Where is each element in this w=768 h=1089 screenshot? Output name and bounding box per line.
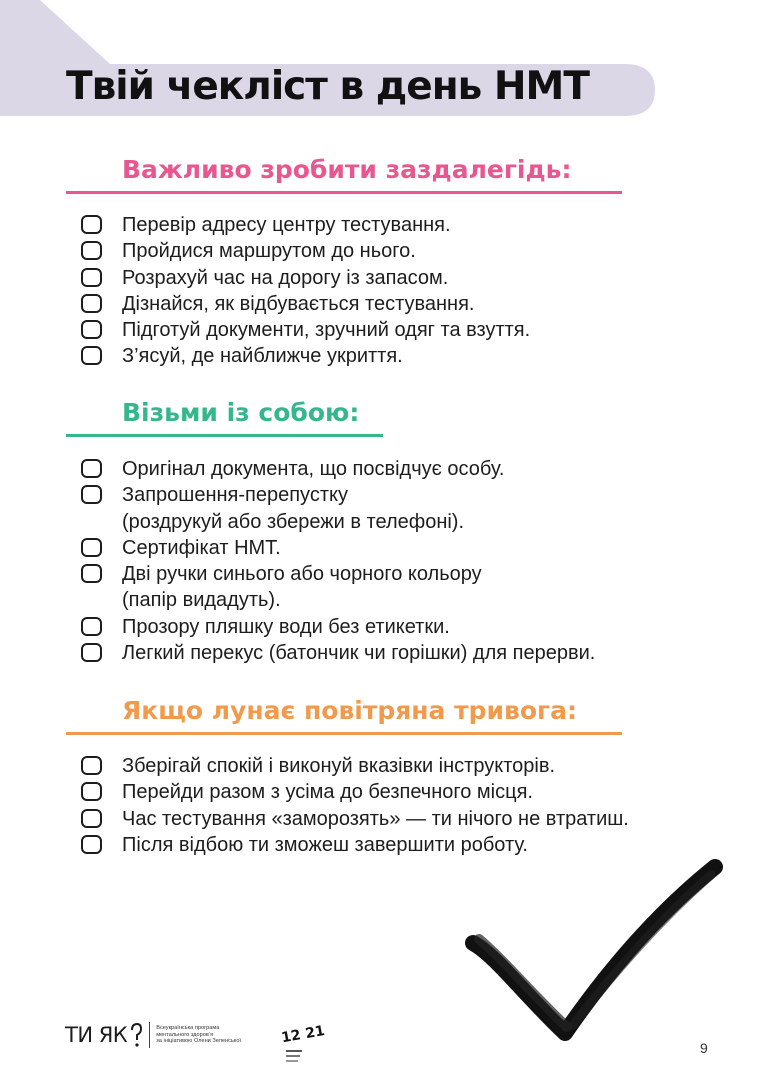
checklist-item-text: Час тестування «заморозять» — ти нічого не втратиш. — [122, 807, 629, 830]
logo-1221 — [280, 1020, 327, 1070]
checklist-item-text: Перейди разом з усіма до безпечного місця. — [122, 781, 533, 804]
checkbox-icon[interactable] — [81, 643, 102, 662]
page-number: 9 — [700, 1040, 708, 1056]
checklist-item-text: Легкий перекус (батончик чи горішки) для перерви. — [122, 642, 596, 665]
checkbox-icon[interactable] — [81, 835, 102, 854]
checklist-item-text: Розрахуй час на дорогу із запасом. — [122, 266, 449, 289]
checklist-item-text: Сертифікат НМТ. — [122, 536, 281, 559]
checkbox-icon[interactable] — [81, 215, 102, 234]
checkbox-icon[interactable] — [81, 564, 102, 583]
section-heading-advance: Важливо зробити заздалегідь: — [122, 155, 572, 184]
checklist-item-text: Після відбою ти зможеш завершити роботу. — [122, 833, 528, 856]
checklist-item-text: (папір видадуть). — [122, 589, 281, 612]
checklist-item — [80, 561, 595, 614]
checkbox-icon[interactable] — [81, 241, 102, 260]
checkbox-icon[interactable] — [81, 782, 102, 801]
checkbox-icon[interactable] — [81, 268, 102, 287]
checkbox-icon[interactable] — [81, 346, 102, 365]
checklist-item-text: (роздрукуй або збережи в телефоні). — [122, 510, 465, 533]
checklist-item — [80, 640, 595, 666]
checkbox-icon[interactable] — [81, 756, 102, 775]
checklist-item-text: Зберігай спокій і виконуй вказівки інструкторів. — [122, 755, 556, 777]
checkbox-icon[interactable] — [81, 485, 102, 504]
checklist-item-text: Дізнайся, як відбувається тестування. — [122, 292, 475, 315]
checklist-item — [80, 291, 530, 317]
checklist-bring — [80, 456, 595, 666]
checklist-item — [80, 779, 629, 805]
checklist-item-text: Запрошення-перепустку — [122, 484, 348, 507]
brand-description: Всеукраїнська програма ментального здоров’я за ініціативою Олени Зеленської — [156, 1025, 241, 1045]
page-title: Твій чекліст в день НМТ — [66, 64, 589, 109]
checklist-alarm — [80, 753, 629, 858]
checklist-item — [80, 317, 530, 343]
checklist-item-text: Пройдися маршрутом до нього. — [122, 240, 416, 263]
checklist-advance — [80, 212, 530, 370]
checklist-item — [80, 535, 595, 561]
checklist-item-text: Оригінал документа, що посвідчує особу. — [122, 458, 505, 480]
checkbox-icon[interactable] — [81, 617, 102, 636]
checkmark-icon — [455, 855, 755, 1055]
checklist-item — [80, 753, 629, 779]
checklist-item — [80, 212, 530, 238]
checkbox-icon[interactable] — [81, 320, 102, 339]
section-heading-bring: Візьми із собою: — [122, 398, 360, 427]
section-rule-bring — [66, 434, 383, 437]
checklist-item — [80, 343, 530, 369]
checklist-item — [80, 482, 595, 535]
section-rule-alarm — [66, 732, 622, 735]
checklist-item-text: Прозору пляшку води без етикетки. — [122, 615, 450, 638]
checkbox-icon[interactable] — [81, 809, 102, 828]
checklist-item — [80, 806, 629, 832]
checklist-item-text: Підготуй документи, зручний одяг та взуття. — [122, 319, 531, 342]
checklist-item — [80, 614, 595, 640]
section-heading-alarm: Якщо лунає повітряна тривога: — [122, 696, 577, 725]
checkbox-icon[interactable] — [81, 538, 102, 557]
brand-name: ТИ ЯК — [65, 1023, 128, 1047]
section-rule-advance — [66, 191, 622, 194]
checklist-item-text: Перевір адресу центру тестування. — [122, 214, 451, 236]
checklist-item — [80, 238, 530, 264]
checklist-item-text: З’ясуй, де найближче укриття. — [122, 345, 403, 368]
checkbox-icon[interactable] — [81, 459, 102, 478]
checklist-item — [80, 265, 530, 291]
checklist-item-text: Дві ручки синього або чорного кольору — [122, 563, 482, 586]
footer-brand — [65, 1022, 241, 1048]
question-mark-icon — [129, 1022, 143, 1048]
checklist-item — [80, 456, 595, 482]
logo-1221-text: 12 21 — [280, 1023, 327, 1047]
checkbox-icon[interactable] — [81, 294, 102, 313]
brand-divider — [149, 1022, 150, 1048]
